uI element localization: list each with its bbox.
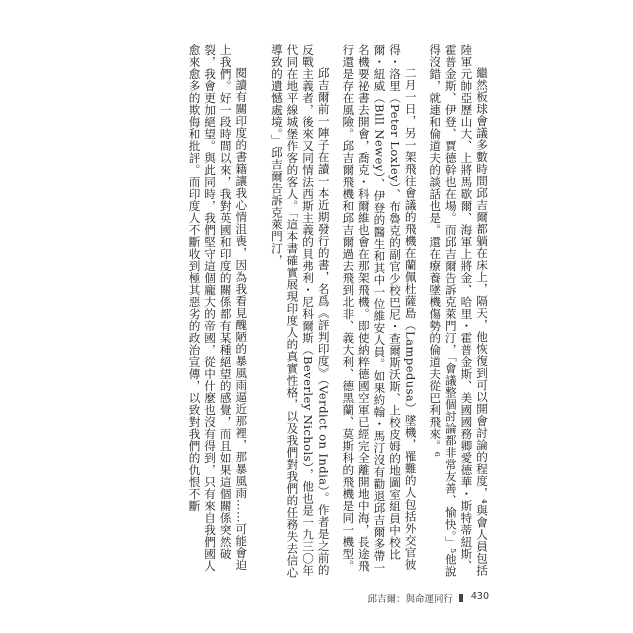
paragraph-verdict-on-india: 邱吉爾前一陣子在讀一本近期發行的書，名爲《評判印度》（Verdict on India）。作者是之前的反戰主義者，後來又同情法西斯主義的貝弗利・尼科爾斯（Beverley Nichols），他也是一九三〇年代同在地平線城堡作客的客人。「這本書確實展現印度人的真實性格，以及我們對我們的任務失去信心導致的遺憾處境。」邱吉爾告訴克萊門汀， — [269, 44, 331, 579]
book-page — [151, 44, 489, 604]
running-head: 邱吉爾：與命運同行 — [367, 594, 453, 605]
footer-divider — [459, 594, 463, 602]
paragraph-summit-meeting: 繼然板球會議多數時間邱吉爾都躺在床上，隔天，他恢復到可以開會討論的程度，⁴與會人員包括陸軍元帥亞歷山大、上將馬歇爾、海軍上將金、哈里・霍普金斯、美國國務卿愛德華・斯特蒂紐斯、霍普金斯、伊登、賈德幹也在場。而邱吉爾告訴克萊門汀，「會議整個討論都非常友善、愉快。」⁵他說得沒錯，就連和倫道夫的談話也是。還在療養墜機傷勢的倫道夫從巴利飛來。⁶ — [428, 44, 489, 578]
block-quote-india: 閱讀有關印度的書籍讓我心情沮喪，因為我看見醜陋的暴風雨逼近那裡，那暴風雨……可能會迫上我們。好一段時間以來，我對英國和印度的關係都有某種絕望的感覺，而且如果這個關係突然破裂，我會更加絕望。與此同時，我們堅守這個龐大的帝國，從中什麼也沒有得到，只有來自我們國人愈來愈多的欺侮和批評。而印度人不斷收到極其惡劣的政治宣傳，以致對我們的仇恨不斷 — [187, 44, 249, 572]
paragraph-plane-crash: 二月一日，另一架飛往會議的飛機在蘭佩杜薩島（Lampedusa）墜機，罹難的人包括外交官彼得・洛里（Peter Loxley）、布魯克的副官少校巴尼・查爾斯沃斯、上校皮姆的地圖室組員中校比爾・紐威（Bill Newey）、伊登的醫生和其中一位維安人員。如果約翰・馬汀沒有勸退邱吉爾多帶一名機要祕書去開會，喬克・科爾維也會在那架飛機。即使納粹德國空軍已經完全離開地中海，長途飛行還是存在風險。邱吉爾飛機和邱吉爾過去飛到北非、義大利、德黑蘭、莫斯科的飛機是同一機型。 — [341, 44, 418, 574]
page-number: 430 — [470, 591, 489, 602]
body-text — [151, 44, 489, 579]
page-footer — [151, 591, 489, 605]
